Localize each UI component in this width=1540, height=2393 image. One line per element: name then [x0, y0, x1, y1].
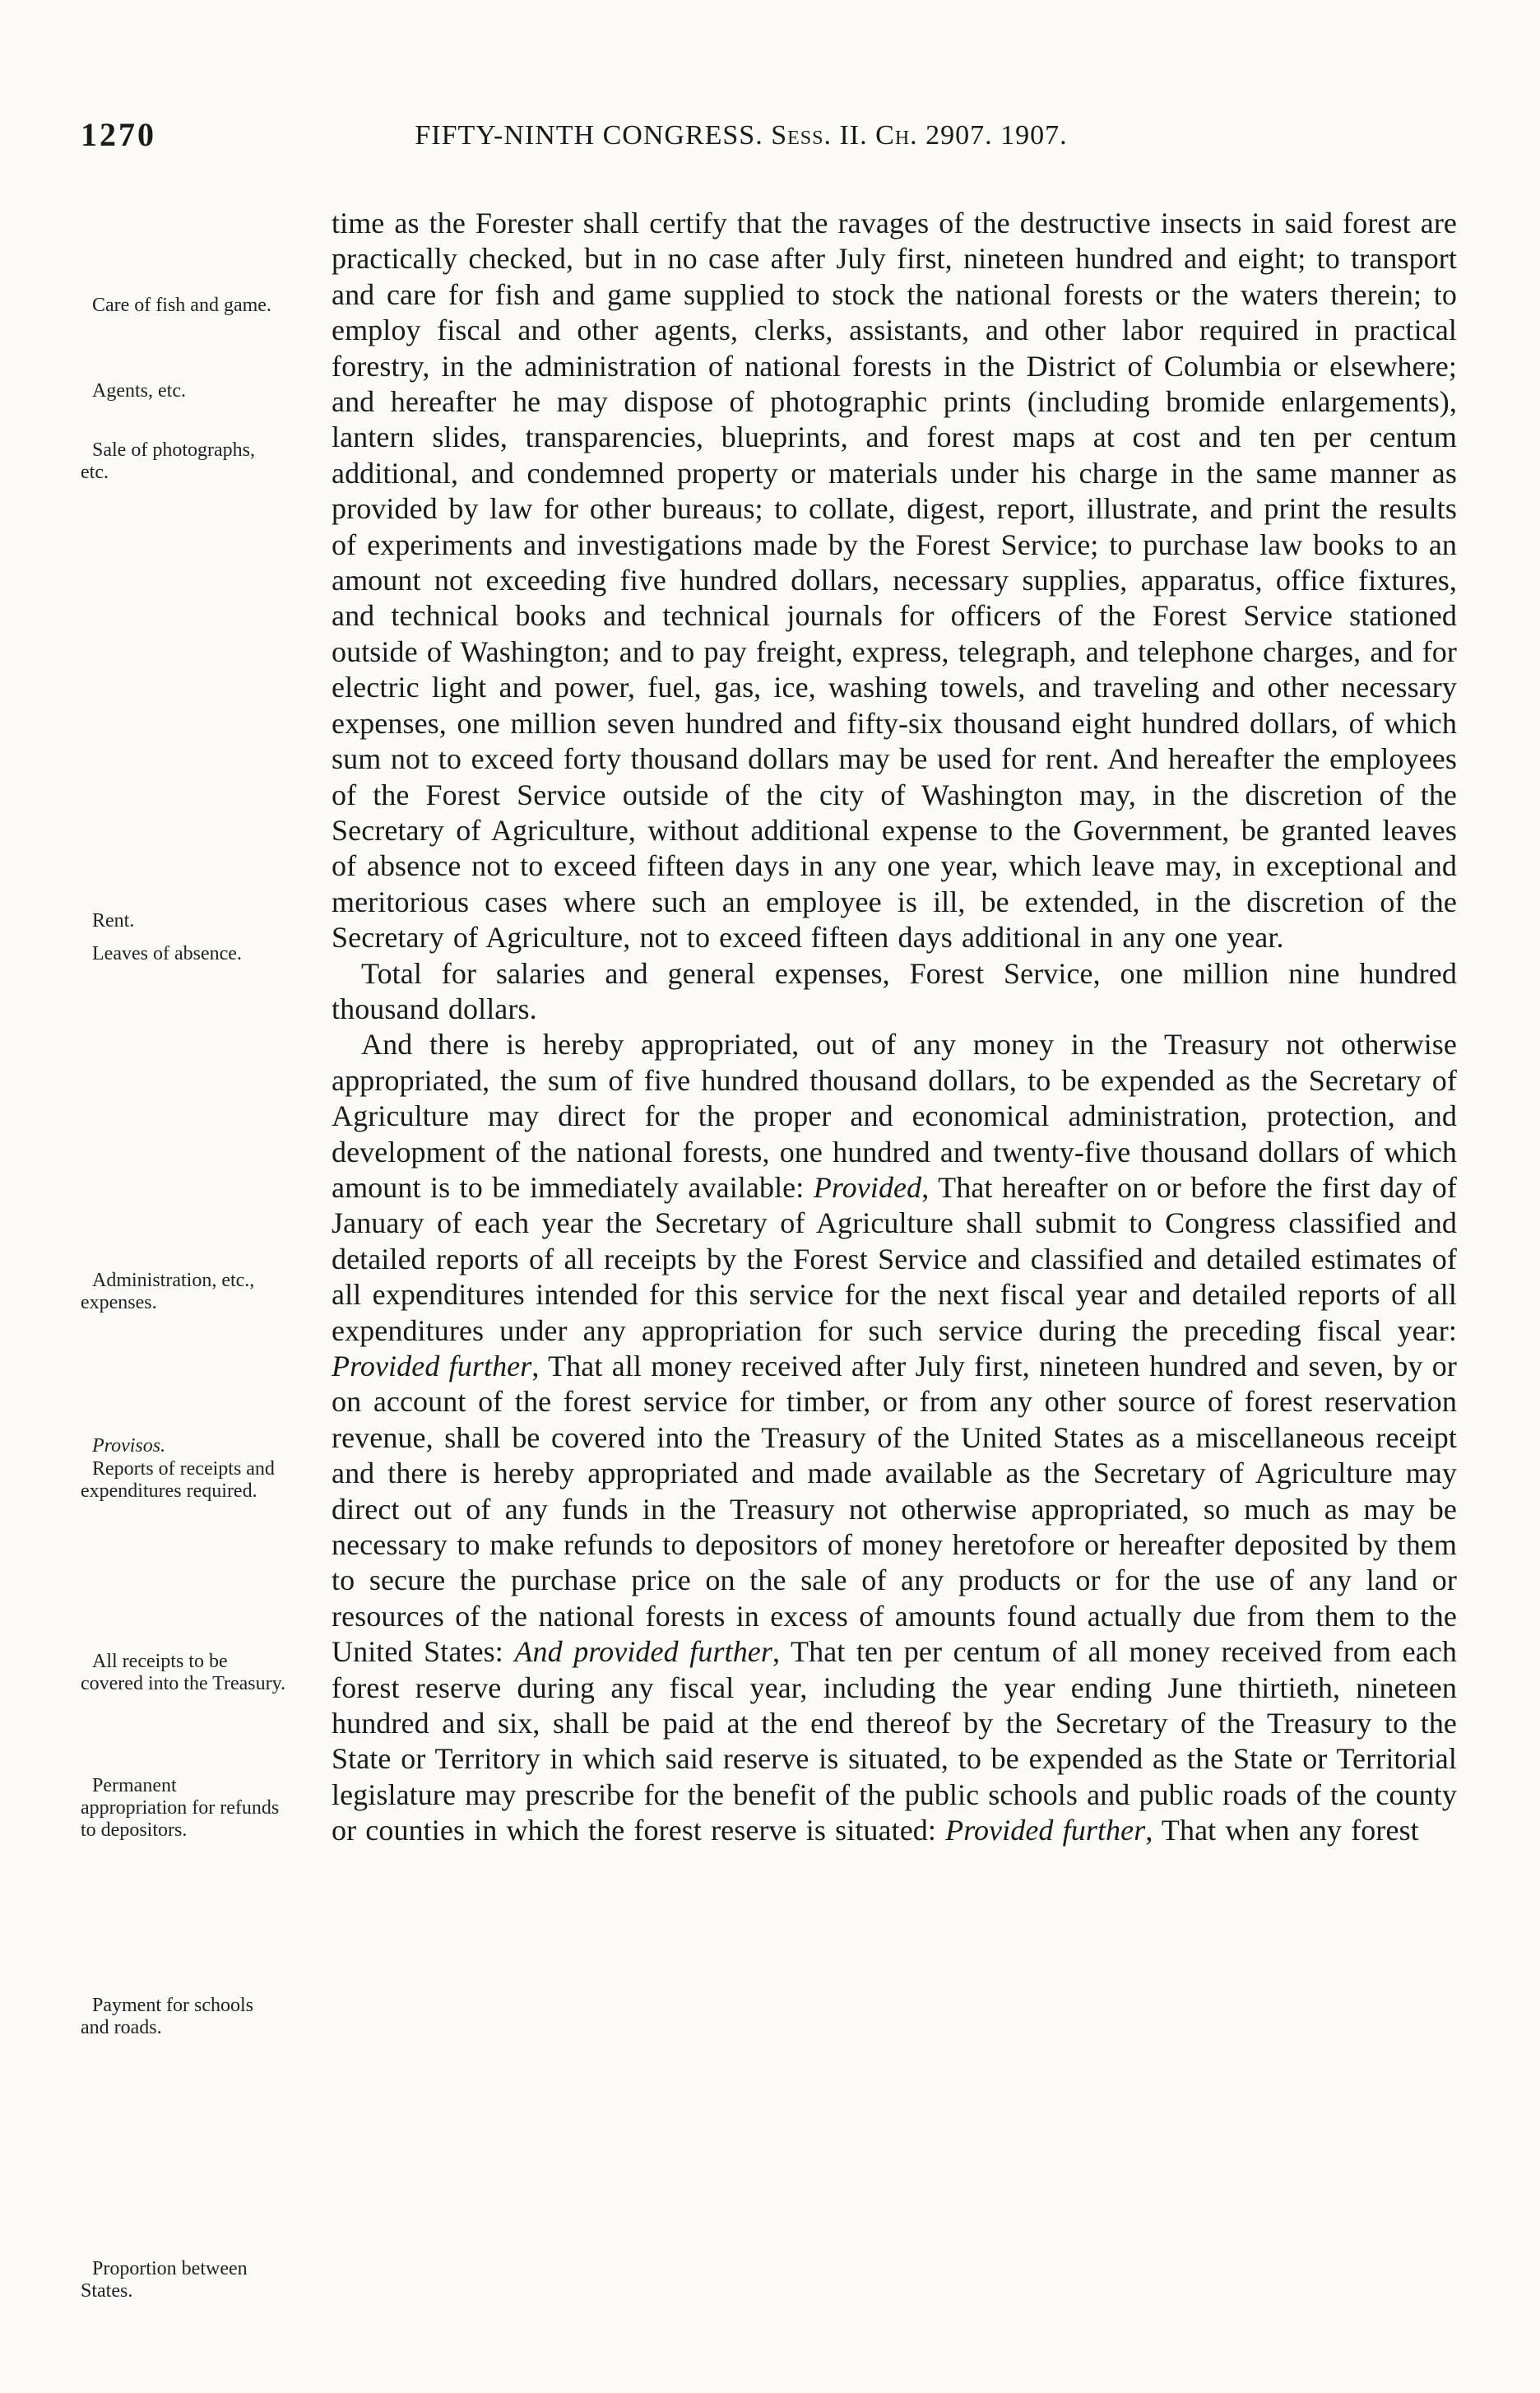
paragraph-appropriation: [332, 1027, 1457, 1848]
margin-note-permanent-appropriation: Permanent appropriation for refunds to depositors.: [81, 1775, 280, 1841]
session-number: II.: [839, 120, 868, 151]
margin-note-reports-required: Reports of receipts and expenditures required.: [81, 1458, 275, 1502]
appropriation-text: And there is hereby appropriated, out of any money in the Treasury not otherwise appropriated, the sum of five hundred thousand dollars, to be expended as the Secretary of Agriculture may direct for the proper and economical administration, protection, and development of the national forests, one hundred and twenty-five thousand dollars of which amount is to be immediately available:: [332, 1028, 1457, 1204]
proviso-2: Provided further: [332, 1350, 532, 1382]
margin-note-care-of-fish-and-game: Care of fish and game.: [92, 295, 271, 316]
paragraph-total-salaries: Total for salaries and general expenses, Forest Service, one million nine hundred thousand dollars.: [332, 956, 1457, 1025]
appropriation-text: , That ten per centum of all money received from each forest reserve during any fiscal year, including the year ending June thirtieth, nineteen hundred and six, shall be paid at the end thereof by the Secretary of the Treasury to the State or Territory in which said reserve is situated, to be expended as the State or Territorial legislature may prescribe for the benefit of the public schools and public roads of the county or counties in which the forest reserve is situated:: [332, 1635, 1457, 1847]
proviso-4: Provided further: [945, 1814, 1146, 1847]
appropriation-text: , That all money received after July first, nineteen hundred and seven, by or on account of the forest service for timber, or from any other source of forest reservation revenue, shall be covered into the Treasury of the United States as a miscellaneous receipt and there is hereby appropriated and made available as the Secretary of Agriculture may direct out of any funds in the Treasury not otherwise appropriated, so much as may be necessary to make refunds to depositors of money heretofore or hereafter deposited by them to secure the purchase price on the sale of any products or for the use of any land or resources of the national forests in excess of amounts found actually due from them to the United States:: [332, 1350, 1457, 1669]
year-label: 1907.: [1000, 120, 1068, 151]
margin-note-agents: Agents, etc.: [92, 380, 186, 402]
margin-note-sale-of-photographs: Sale of photographs, etc.: [81, 439, 255, 483]
margin-note-proportion-between-states: Proportion between States.: [81, 2258, 248, 2302]
margin-note-payment-schools-roads: Payment for schools and roads.: [81, 1995, 253, 2038]
appropriation-text: , That hereafter on or before the first day of January of each year the Secretary of Agriculture shall submit to Congress classified and detailed reports of all receipts by the Forest Service and classified and detailed estimates of all expenditures intended for this service for the next fiscal year and detailed reports of all expenditures under any appropriation for such service during the preceding fiscal year:: [332, 1170, 1457, 1347]
body-text: [332, 206, 1457, 1849]
margin-note-provisos: Provisos.: [92, 1435, 166, 1457]
page-title: [0, 120, 1482, 151]
page-number: 1270: [81, 116, 156, 153]
margin-note-receipts-covered-treasury: All receipts to be covered into the Treasury.: [81, 1651, 286, 1694]
session-label: Sess.: [771, 120, 832, 151]
margin-note-administration-expenses: Administration, etc., expenses.: [81, 1270, 255, 1313]
margin-note-rent: Rent.: [92, 910, 135, 932]
chapter-number: 2907.: [925, 120, 993, 151]
appropriation-text: , That when any forest: [1145, 1814, 1419, 1847]
paragraph-forester-provisions: time as the Forester shall certify that the ravages of the destructive insects in said forest are practically checked, but in no case after July first, nineteen hundred and eight; to transport and care for fish and game supplied to stock the national forests or the waters therein; to employ fiscal and other agents, clerks, assistants, and other labor required in practical forestry, in the administration of national forests in the District of Columbia or elsewhere; and hereafter he may dispose of photographic prints (including bromide enlargements), lantern slides, transparencies, blueprints, and forest maps at cost and ten per centum additional, and condemned property or materials under his charge in the same manner as provided by law for other bureaus; to collate, digest, report, illustrate, and print the results of experiments and investigations made by the Forest Service; to purchase law books to an amount not exceeding five hundred dollars, necessary supplies, apparatus, office fixtures, and technical books and technical journals for officers of the Forest Service stationed outside of Washington; and to pay freight, express, telegraph, and telephone charges, and for electric light and power, fuel, gas, ice, washing towels, and traveling and other necessary expenses, one million seven hundred and fifty-six thousand eight hundred dollars, of which sum not to exceed forty thousand dollars may be used for rent. And hereafter the employees of the Forest Service outside of the city of Washington may, in the discretion of the Secretary of Agriculture, without additional expense to the Government, be granted leaves of absence not to exceed fifteen days in any one year, which leave may, in exceptional and meritorious cases where such an employee is ill, be extended, in the discretion of the Secretary of Agriculture, not to exceed fifteen days additional in any one year.: [332, 207, 1457, 955]
chapter-label: Ch.: [875, 120, 918, 151]
proviso-1: Provided: [813, 1170, 922, 1204]
proviso-3: And provided further: [514, 1635, 772, 1669]
margin-note-leaves-of-absence: Leaves of absence.: [92, 943, 242, 964]
congress-label: FIFTY-NINTH CONGRESS.: [415, 120, 763, 151]
